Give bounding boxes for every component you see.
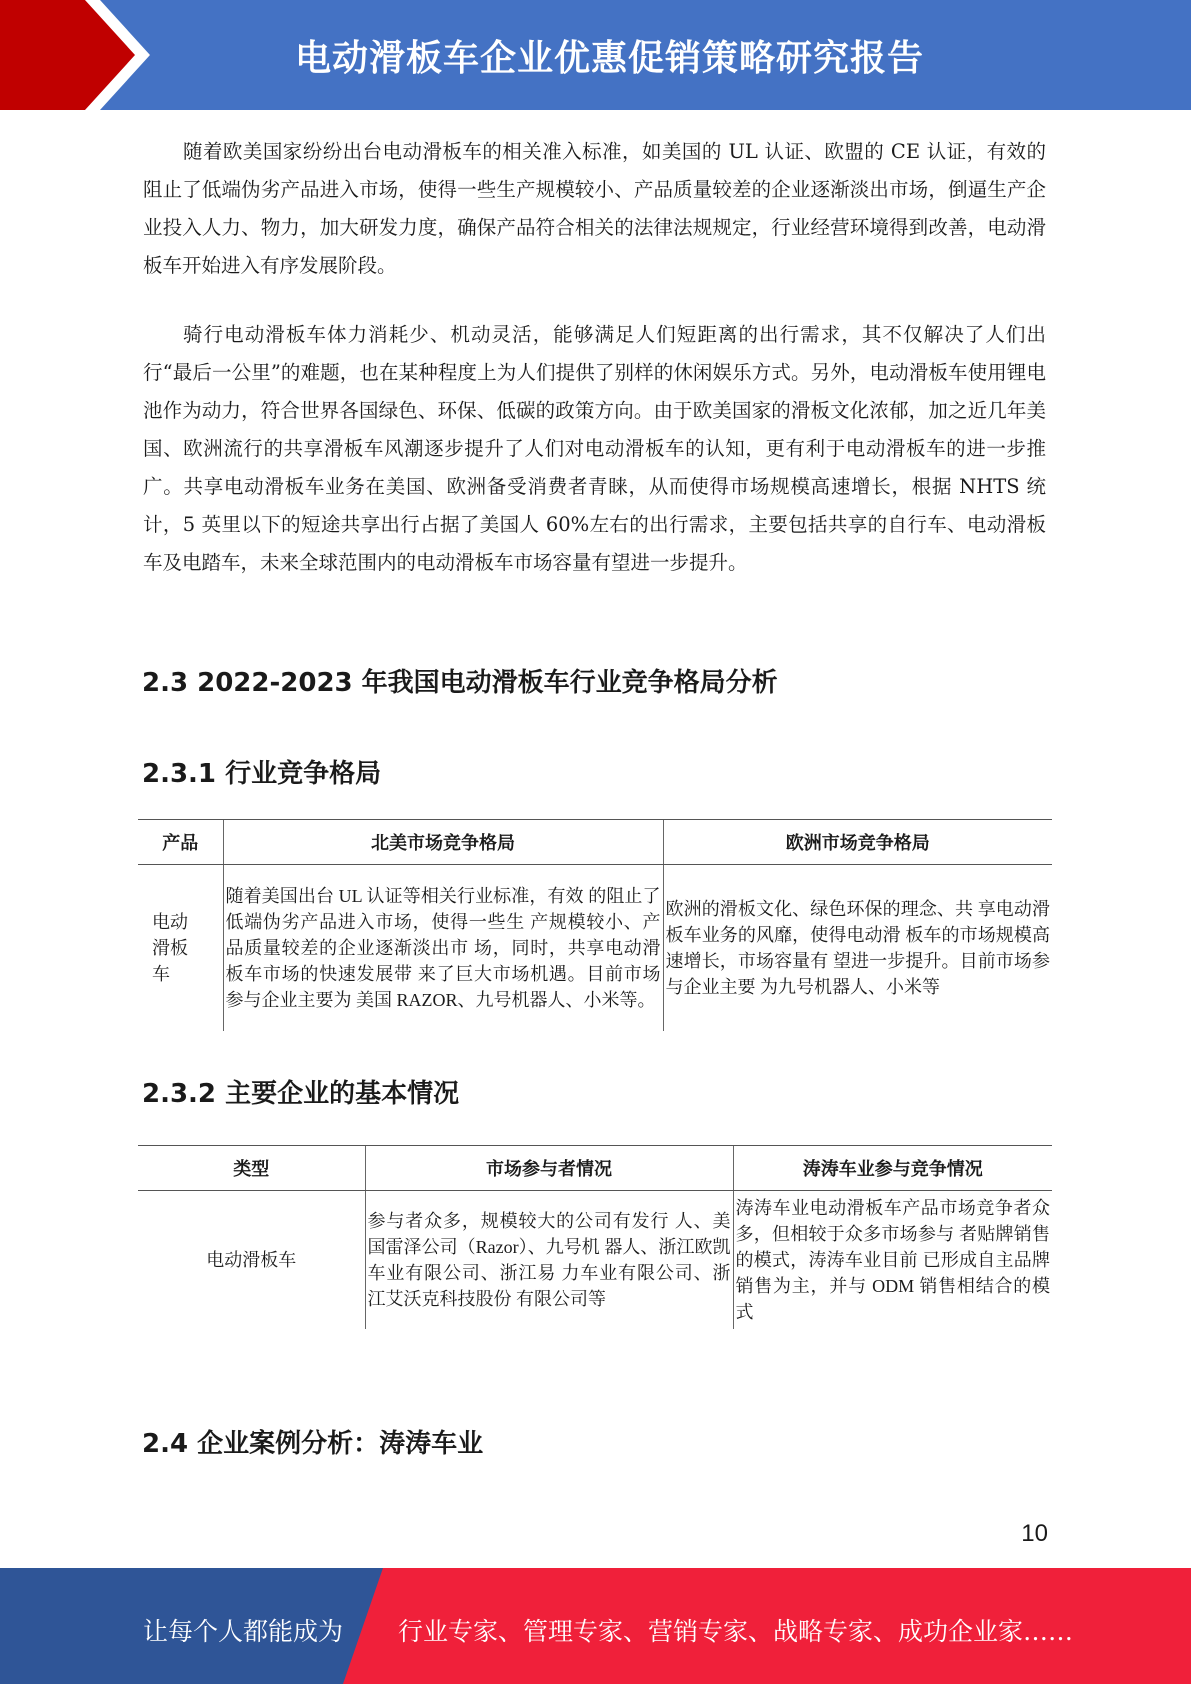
- page-header-band: [0, 0, 1191, 110]
- table-header-row: [138, 820, 1052, 865]
- competition-landscape-table: [138, 819, 1052, 1031]
- main-companies-table: [138, 1145, 1052, 1329]
- section-heading-2-4: 2.4 企业案例分析：涛涛车业: [142, 1429, 484, 1459]
- table-cell-europe: 欧洲的滑板文化、绿色环保的理念、共 享电动滑板车业务的风靡，使得电动滑 板车的市场规模高速增长，市场容量有 望进一步提升。目前市场参与企业主要 为九号机器人、小米等: [663, 865, 1052, 1032]
- table-header-cell: 欧洲市场竞争格局: [663, 820, 1052, 865]
- table-header-cell: 北美市场竞争格局: [223, 820, 663, 865]
- table-row: [138, 1191, 1052, 1330]
- section-heading-2-3: 2.3 2022-2023 年我国电动滑板车行业竞争格局分析: [142, 668, 778, 698]
- table-cell-taotao-competition: 涛涛车业电动滑板车产品市场竞争者众多，但相较于众多市场参与 者贴牌销售的模式，涛涛车业目前 已形成自主品牌销售为主，并与 ODM 销售相结合的模式: [733, 1191, 1052, 1330]
- paragraph-standards: 随着欧美国家纷纷出台电动滑板车的相关准入标准，如美国的 UL 认证、欧盟的 CE 认证，有效的阻止了低端伪劣产品进入市场，使得一些生产规模较小、产品质量较差的企业逐渐淡出市场，倒逼生产企业投入人力、物力，加大研发力度，确保产品符合相关的法律法规规定，行业经营环境得到改善，电动滑板车开始进入有序发展阶段。: [143, 140, 1046, 277]
- section-heading-2-3-2: 2.3.2 主要企业的基本情况: [142, 1079, 460, 1109]
- report-title: 电动滑板车企业优惠促销策略研究报告: [295, 38, 925, 79]
- table-cell-participants: 参与者众多，规模较大的公司有发行 人、美国雷泽公司（Razor）、九号机 器人、浙江欧凯车业有限公司、浙江易 力车业有限公司、浙江艾沃克科技股份 有限公司等: [365, 1191, 733, 1330]
- table-cell-product: 电动滑板车: [152, 912, 188, 984]
- section-heading-2-3-1: 2.3.1 行业竞争格局: [142, 759, 382, 789]
- table-header-cell: 产品: [138, 820, 223, 865]
- page-footer-band: [0, 1568, 1191, 1684]
- table-row: [138, 865, 1052, 1032]
- footer-slogan-right: 行业专家、管理专家、营销专家、战略专家、成功企业家……: [398, 1617, 1074, 1646]
- table-header-row: [138, 1146, 1052, 1191]
- table-cell-north-america: 随着美国出台 UL 认证等相关行业标准，有效 的阻止了低端伪劣产品进入市场，使得一些生 产规模较小、产品质量较差的企业逐渐淡出市 场，同时，共享电动滑板车市场的快速发展带 来了巨大市场机遇。目前市场参与企业主要为 美国 RAZOR、九号机器人、小米等。: [223, 865, 663, 1032]
- table-cell-type: 电动滑板车: [206, 1250, 297, 1270]
- table-header-cell: 类型: [138, 1146, 365, 1191]
- page-number: 10: [1021, 1520, 1048, 1547]
- footer-slogan-left: 让每个人都能成为: [143, 1617, 344, 1646]
- table-header-cell: 涛涛车业参与竞争情况: [733, 1146, 1052, 1191]
- table-header-cell: 市场参与者情况: [365, 1146, 733, 1191]
- paragraph-market-demand: 骑行电动滑板车体力消耗少、机动灵活，能够满足人们短距离的出行需求，其不仅解决了人们出行“最后一公里”的难题，也在某种程度上为人们提供了别样的休闲娱乐方式。另外，电动滑板车使用锂电池作为动力，符合世界各国绿色、环保、低碳的政策方向。由于欧美国家的滑板文化浓郁，加之近几年美国、欧洲流行的共享滑板车风潮逐步提升了人们对电动滑板车的认知，更有利于电动滑板车的进一步推广。共享电动滑板车业务在美国、欧洲备受消费者青睐，从而使得市场规模高速增长，根据 NHTS 统计，5 英里以下的短途共享出行占据了美国人 60%左右的出行需求，主要包括共享的自行车、电动滑板车及电踏车，未来全球范围内的电动滑板车市场容量有望进一步提升。: [143, 323, 1046, 574]
